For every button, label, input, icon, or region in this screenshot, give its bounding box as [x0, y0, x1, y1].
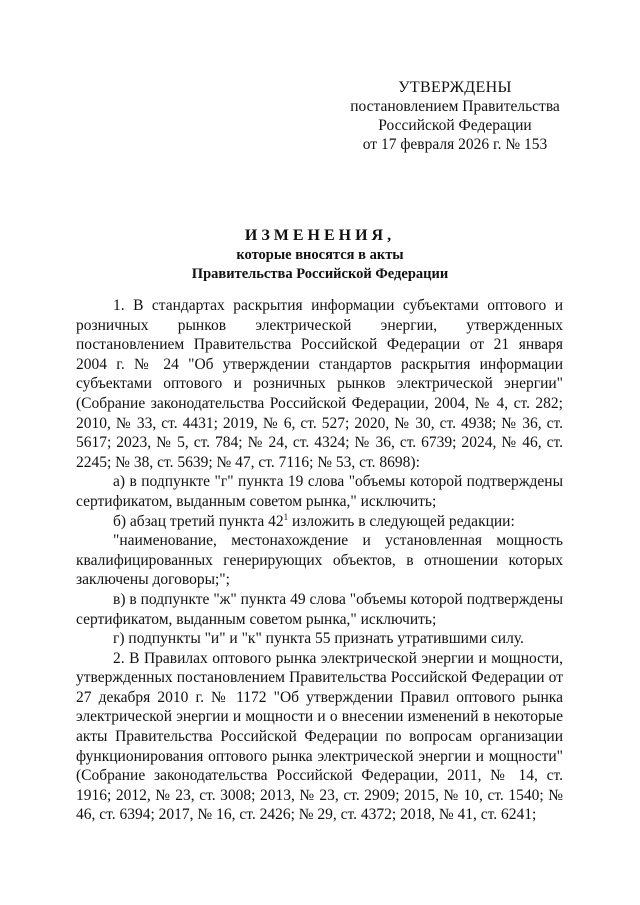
paragraph-3-end: изложить в следующей редакции:	[288, 512, 515, 530]
approval-stamp	[340, 78, 570, 154]
paragraph-6: г) подпункты "и" и "к" пункта 55 признать утратившими силу.	[113, 630, 524, 648]
paragraph-7: 2. В Правилах оптового рынка электрической энергии и мощности, утвержденных постановлением Правительства Российской Федерации от 27 декабря 2010 г. № 1172 "Об утверждении Правил оптового рынка электрической энергии и мощности и о внесении изменений в некоторые акты Правительства Российской Федерации по вопросам организации функционирования оптового рынка электрической энергии и мощности" (Собрание законодательства Российской Федерации, 2011, № 14, ст. 1916; 2012, № 23, ст. 3008; 2013, № 23, ст. 2909; 2015, № 10, ст. 1540; № 46, ст. 6394; 2017, № 16, ст. 2426; № 29, ст. 4372; 2018, № 41, ст. 6241;	[76, 649, 563, 824]
document-body	[76, 296, 563, 825]
document-subtitle-2: Правительства Российской Федерации	[191, 266, 449, 282]
approval-line-3: от 17 февраля 2026 г. № 153	[362, 136, 548, 153]
document-heading	[60, 226, 580, 284]
approval-line-1: постановлением Правительства	[350, 98, 560, 115]
paragraph-3	[76, 512, 563, 532]
approval-line-2: Российской Федерации	[378, 117, 532, 134]
approved-label: УТВЕРЖДЕНЫ	[398, 79, 512, 96]
paragraph-4: "наименование, местонахождение и установленная мощность квалифицированных генерирующих объектов, в отношении которых заключены договоры;";	[76, 532, 563, 589]
paragraph-3-start: б) абзац третий пункта 42	[113, 512, 284, 530]
superscript-number: 1	[283, 511, 289, 522]
document-title: ИЗМЕНЕНИЯ,	[244, 227, 396, 244]
paragraph-2: а) в подпункте "г" пункта 19 слова "объемы которой подтверждены сертификатом, выданным советом рынка," исключить;	[76, 473, 563, 510]
paragraph-5: в) в подпункте "ж" пункта 49 слова "объемы которой подтверждены сертификатом, выданным советом рынка," исключить;	[76, 590, 563, 628]
document-subtitle-1: которые вносятся в акты	[236, 247, 404, 263]
paragraph-1: 1. В стандартах раскрытия информации субъектами оптового и розничных рынков электрической энергии, утвержденных постановлением Правительства Российской Федерации от 21 января 2004 г. № 24 "Об утверждении стандартов раскрытия информации субъектами оптового и розничных рынков электрической энергии" (Собрание законодательства Российской Федерации, 2004, № 4, ст. 282; 2010, № 33, ст. 4431; 2019, № 6, ст. 527; 2020, № 30, ст. 4938; № 36, ст. 5617; 2023, № 5, ст. 784; № 24, ст. 4324; № 36, ст. 6739; 2024, № 46, ст. 2245; № 38, ст. 5639; № 47, ст. 7116; № 53, ст. 8698):	[76, 297, 563, 471]
